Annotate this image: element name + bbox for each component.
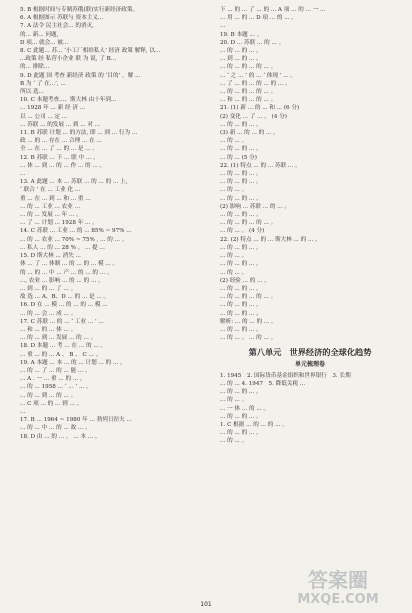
- sub-title: 单元梳理卷: [294, 360, 325, 368]
- text-line: ... 的 ... 的 ... 。: [220, 179, 262, 186]
- text-line: ... 的 ... 4. 1947 5. 降低关税 ...: [220, 380, 306, 387]
- text-line: 14. C 苏联 ... 工业 ... 的 ... 85% ~ 97% ...: [20, 228, 132, 235]
- text-line: ... 的 ... 的 ... 的 ... 。: [220, 89, 277, 96]
- text-line: 的 ... 的 ... 中 ... 产 ... 的 ... 的 ... 。: [20, 269, 113, 276]
- text-line: ...: [220, 23, 226, 30]
- text-line: ... A . 一 ... 重 ... 的 ... 。: [20, 376, 86, 383]
- text-line: 解析: ... 的 ... 的 ... 。: [220, 318, 277, 325]
- text-line: 22. (1) 特点 ... 的 ... 苏联 ... 。: [220, 162, 301, 169]
- text-line: ... 重 ... 的 ... A 、 B 、 C ... 。: [20, 351, 102, 358]
- text-line: (3) 新 ... 的 ... 的 ... 。: [220, 130, 279, 137]
- text-line: ... 的 ... 的 ... 的 ... 。: [220, 294, 277, 301]
- page-number: 101: [200, 601, 212, 608]
- text-line: ... 的 ... 的 ... 。: [220, 302, 262, 309]
- text-line: ... 的 ... 。: [220, 187, 248, 194]
- text-line: ...: [20, 408, 26, 415]
- text-line: 故 选 ... A、B、D ... 的 ... 是 ... 。: [20, 294, 110, 301]
- text-line: 13. A 此题 ... 本 ... 苏联 ... 的 ... 的 ... 上,: [20, 179, 128, 186]
- text-line: 的... 新... 问题,: [20, 31, 59, 38]
- text-line: ... 的 ... 1958 ... ‘ ... ’ ... 。: [20, 384, 92, 391]
- text-line: 15. D 斯大林 ... 消失 ...: [20, 253, 81, 260]
- text-line: 20. D ... 苏联 ... 的 ... 。: [220, 39, 285, 46]
- left-column: [20, 6, 206, 441]
- text-line: ... 和 ... 的 ... 的 ... 。: [220, 97, 277, 104]
- text-line: 11. B 苏联 计划 ... 的方法, 即 ... 到 ... 行为 ...: [20, 130, 138, 137]
- text-line: 6. A 根据图示 苏联与 资本主义...: [20, 15, 104, 22]
- text-line: ... 的 ... 的 ... 。: [220, 326, 262, 333]
- text-line: ... 的 ... 的 ... 。: [220, 121, 262, 128]
- text-line: ... 的 ... 会 ... 成 ... 。: [20, 310, 77, 317]
- watermark-logo: [272, 563, 404, 609]
- text-line: 21. (1) 新 ... 的 ... 和 ... (6 分): [220, 105, 300, 112]
- text-line: ... ‘ 之 ... ’ 的 ... ‘ 体现 ’ ... 。: [220, 72, 296, 79]
- text-line: 19. A 本题 ... 本 ... 的 ... 计划 ... 的 ... 。: [20, 359, 126, 366]
- right-column-bottom: [220, 372, 400, 446]
- text-line: ... 的 ... 。 ... 的 ... 。: [220, 335, 277, 342]
- text-line: ...政策 经 私营小企业 联 为 说, 了 B...: [20, 56, 117, 63]
- text-line: 7. A 法令 民主社会... 的消灭,: [20, 23, 94, 30]
- text-line: ..., 农业 ... 影响 ... 的 ... 的 ... 。: [20, 277, 104, 284]
- text-line: ... 的 ... (5 分): [220, 154, 257, 161]
- text-line: ... 和 ... 的 ... 体 ... 。: [20, 326, 77, 333]
- text-line: 下 ... 的 ... 了 ... 的 ... A 项 ... 的 ... 一 ...: [220, 7, 326, 13]
- text-line: ... 的 ... 的 ... 。: [220, 389, 262, 396]
- text-line: 以 ... 公司 ... 定 ...: [20, 113, 68, 120]
- right-column-top: [220, 6, 400, 342]
- text-line: ... 的 ... 。: [220, 438, 248, 445]
- text-line: ... 的 ... 到 ... 发展 ... 的 ... 。: [20, 335, 97, 342]
- text-line: 8. C 此题... 苏... ‘小工厂相给私人’ 经济 政策 解释, 以...: [20, 48, 161, 55]
- text-line: ... 的 ... 到 ... 的 ... 。: [20, 392, 77, 399]
- text-line: 所以 选...: [20, 89, 44, 96]
- text-line: ... 的 ... 的 ... 。: [220, 285, 262, 292]
- text-line: ... 的 ... 的 ... 。: [220, 310, 262, 317]
- text-line: ... 1928 年 ... 新 经 济 ...: [20, 105, 86, 112]
- text-line: ... 的 ... 的 ... 的 ... 。: [220, 64, 277, 71]
- text-line: ... 的 ... 的 ... 。: [220, 212, 262, 219]
- text-line: ... 的 ... 的 ... 。: [220, 195, 262, 202]
- text-line: 1. 1945 2. 国际货币基金组织和世界银行 3. 长期: [220, 372, 351, 379]
- text-line: (2) 影响 ... 苏联 ... 的 ... 。: [220, 203, 290, 210]
- text-line: (2) 经验 ... 的 ... 。: [220, 277, 270, 284]
- text-line: ... 的 ... 的 ... 。: [220, 48, 262, 55]
- text-line: ... 的 ... 的 ... 。: [220, 171, 262, 178]
- text-line: 政 ... 的 ... 存在 ... 合理 ... 在 ...: [20, 138, 102, 145]
- text-line: ... C 项 ... 的 ... 到 ... 。: [20, 400, 83, 407]
- text-line: ... 的 ... 工业 ... 农业 ...: [20, 203, 80, 210]
- text-line: ‘ 联合 ’ 在 ... 工业 化 ...: [20, 187, 81, 194]
- text-line: ... 的 ... 。: [220, 397, 248, 404]
- text-line: ... 的 ... 农业 ... 70% ~ 75% , ... 的 ... 。: [20, 236, 128, 243]
- text-line: ... 的 ... 的 ... 。: [220, 413, 262, 420]
- text-line: 5. B 根据时间与专制苏俄(联)实行新经济政策。: [20, 7, 139, 13]
- text-line: ... 用 ... 的 ... D 项 ... 的 ... 。: [220, 15, 297, 22]
- text-line: ... 的 ... 。 (4 分): [220, 228, 265, 235]
- text-line: 18. D 本题 ... 考 ... 在 ... 的 ... 。: [20, 343, 107, 350]
- text-line: 1. C 根据 ... 的 ... 的 ... 。: [220, 421, 288, 428]
- text-line: 12. B 苏联 ... 下 ... 联 中 ... 。: [20, 154, 99, 161]
- text-line: ... 的 ... 。: [220, 138, 248, 145]
- text-line: 的... 排除...: [20, 64, 50, 71]
- section-title: 第八单元 世界经济的全球化趋势: [248, 347, 372, 358]
- text-line: D 项... 就会... 被...: [20, 39, 69, 46]
- text-line: 17. C 苏联 ... 的 ... ‘ 工业 ... ’ ...: [20, 318, 104, 325]
- text-line: 17. B ... 1964 ~ 1980 年 ... 勃列日涅夫 ...: [20, 417, 132, 424]
- text-line: 16. D 在 ... 模 ... 的 ... 的 ... 模 ...: [20, 302, 108, 309]
- text-line: ... 到 ... 的 ... 了 ... 。: [20, 285, 77, 292]
- text-line: 19. B 本题 ... 。: [220, 31, 263, 38]
- text-line: ... 的 ... 。: [220, 253, 248, 260]
- text-line: ... 的 ... 中 ... 的 ... 故 ... 。: [20, 425, 91, 432]
- text-line: ... 的 ... 。: [220, 269, 248, 276]
- text-line: 9. D 此题 国 考查 新经济 政策 的 ‘目的’ 。解 ...: [20, 72, 141, 79]
- text-line: ... 的 ... 发展 ... 年 ... 。: [20, 212, 82, 219]
- text-line: ... 的 ... 的 ... 。: [220, 146, 262, 153]
- text-line: B 为 ‘ 了 在...’, ...: [20, 80, 66, 87]
- text-line: ... 的 ... 的 ... 。: [220, 261, 262, 268]
- text-line: ... 的 ... 的 ... 。: [220, 244, 262, 251]
- text-line: ... 苏联 ... 的发展 ... 到 ... 对 ...: [20, 121, 101, 128]
- text-line: ... 的 ... 的 ... 。: [220, 430, 262, 437]
- text-line: (2) 变化 ... 了 ... 。 (4 分): [220, 113, 287, 120]
- text-line: 22. (2) 特点 ... 的 ... 斯大林 ... 的 ... 。: [220, 236, 321, 243]
- text-line: 10. C 本题考查...、斯大林 由十年到...: [20, 97, 117, 104]
- text-line: 18. D 由 ... 的 ... 。 ... 本 ... 。: [20, 433, 101, 440]
- text-line: ... 到 ... 的 ... 。: [220, 56, 262, 63]
- right-column: [220, 6, 400, 446]
- text-line: ... 的 ... 的 ... 的 ... 。: [220, 220, 277, 227]
- text-line: ... 了 ... 的 ... 的 ... 的 ... 。: [220, 80, 291, 87]
- text-line: 重 ... 在 ... 到 ... 和 ... 重 ...: [20, 195, 91, 202]
- text-line: ... 私人 ... 的 ... 28 % 。 ... 提 ...: [20, 244, 105, 251]
- watermark-url: MXQE.COM: [297, 592, 379, 607]
- text-line: ... 体 ... 到 ... 的 ... 作 ... 的 ... 。: [20, 162, 106, 169]
- text-line: ... 的 ... 了 ... 的 ... 能 ... 。: [20, 367, 91, 374]
- watermark-text: 答案圈: [308, 568, 368, 592]
- text-line: ...: [20, 171, 26, 178]
- text-line: ... 了 ... 计划 ... 1928 年 ... 。: [20, 220, 98, 227]
- text-line: 体 ... 了 ... 体制 ... 的 ... 的 ... 模 ... 。: [20, 261, 119, 268]
- text-line: ... 一 体 ... 的 ... 。: [220, 405, 270, 412]
- text-line: 全 ... 在 ... 了 ... 的 ... 是 ... 。: [20, 146, 99, 153]
